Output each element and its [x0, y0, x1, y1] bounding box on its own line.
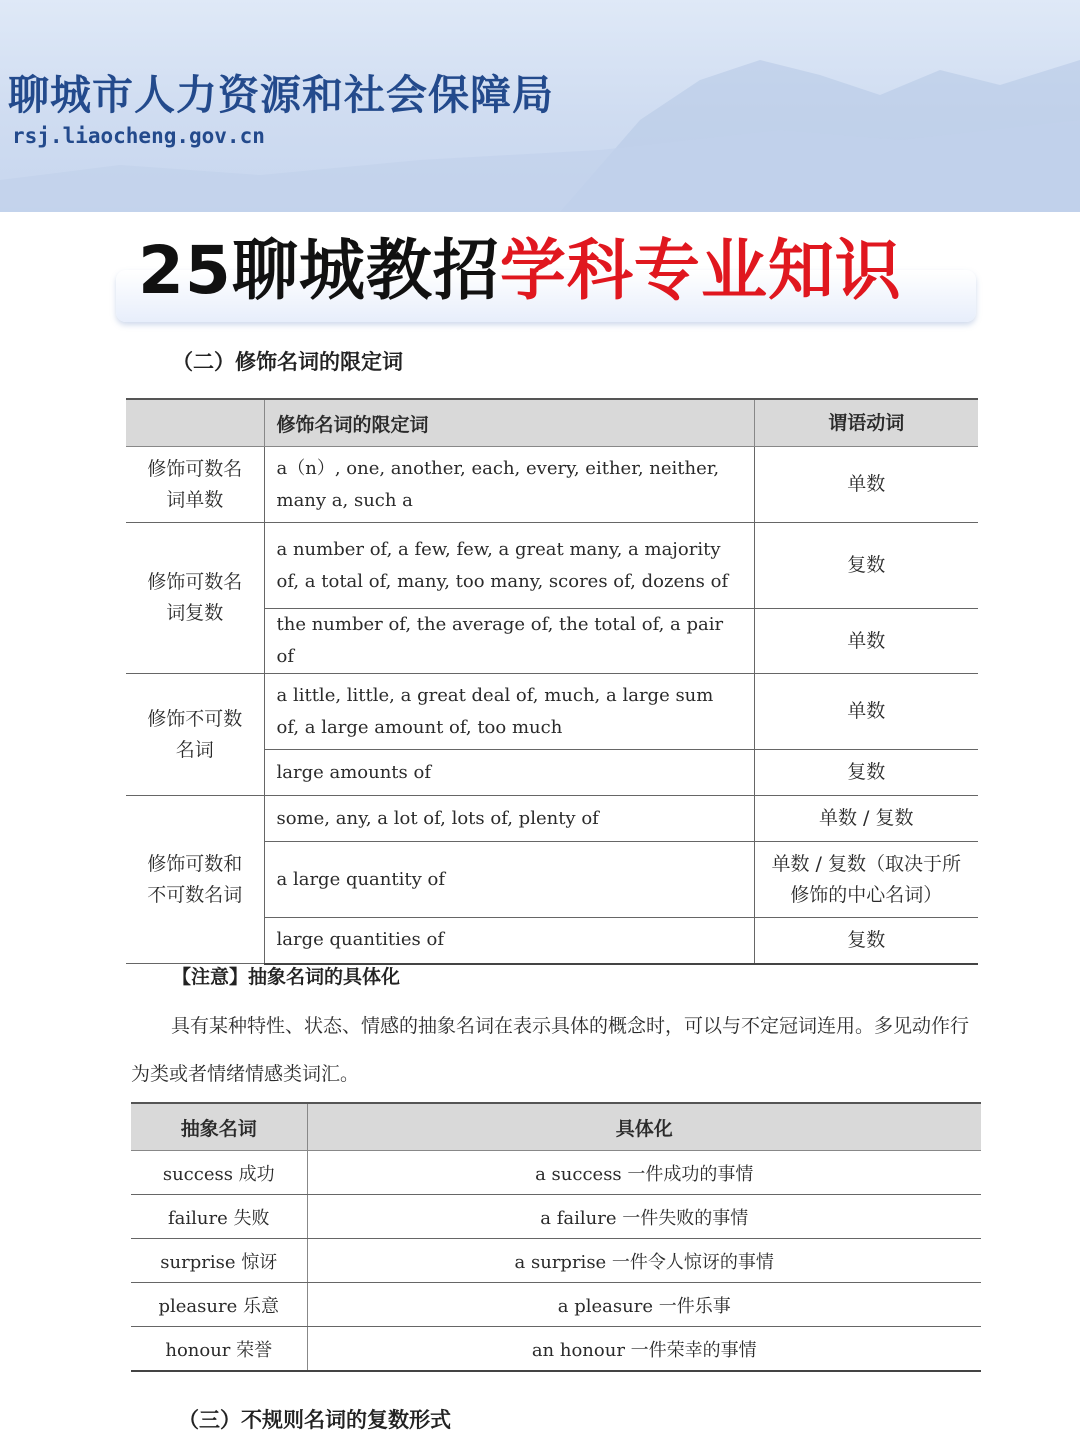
abstract-noun: failure 失败 [131, 1195, 307, 1239]
table-row [126, 796, 978, 842]
verb-number: 复数 [754, 750, 978, 796]
abstract-noun: pleasure 乐意 [131, 1283, 307, 1327]
determiner-words: a little, little, a great deal of, much, a large sum of, a large amount of, too much [264, 674, 754, 750]
verb-number: 复数 [754, 918, 978, 964]
verb-number: 单数 / 复数 [754, 796, 978, 842]
concrete-usage: a success 一件成功的事情 [307, 1151, 981, 1195]
verb-number: 单数 [754, 674, 978, 750]
concrete-usage: an honour 一件荣幸的事情 [307, 1327, 981, 1372]
determiner-table [126, 398, 978, 965]
group-label: 修饰可数和不可数名词 [126, 796, 264, 964]
header-empty [126, 399, 264, 447]
concrete-usage: a surprise 一件令人惊讶的事情 [307, 1239, 981, 1283]
determiner-words: a large quantity of [264, 842, 754, 918]
table-row [131, 1283, 981, 1327]
table-row [126, 674, 978, 750]
concrete-usage: a pleasure 一件乐事 [307, 1283, 981, 1327]
header-concrete: 具体化 [307, 1103, 981, 1151]
concrete-usage: a failure 一件失败的事情 [307, 1195, 981, 1239]
page-title-block [116, 226, 976, 322]
table-row [131, 1327, 981, 1372]
header-verb: 谓语动词 [754, 399, 978, 447]
org-name: 聊城市人力资源和社会保障局 [8, 71, 554, 119]
page-title [138, 226, 902, 316]
table-row [131, 1151, 981, 1195]
table-row [126, 447, 978, 523]
abstract-table-header [131, 1103, 981, 1151]
table-row [131, 1195, 981, 1239]
verb-number: 复数 [754, 523, 978, 609]
verb-number: 单数 [754, 447, 978, 523]
abstract-noun: honour 荣誉 [131, 1327, 307, 1372]
determiner-words: some, any, a lot of, lots of, plenty of [264, 796, 754, 842]
abstract-noun-table [131, 1102, 981, 1372]
table-row [126, 523, 978, 609]
determiner-words: a number of, a few, few, a great many, a majority of, a total of, many, too many, scores of, dozens of [264, 523, 754, 609]
determiner-words: a（n）, one, another, each, every, either, neither, many a, such a [264, 447, 754, 523]
org-url: rsj.liaocheng.gov.cn [12, 124, 265, 148]
determiner-table-header [126, 399, 978, 447]
header-determiners: 修饰名词的限定词 [264, 399, 754, 447]
title-black-part: 25聊城教招 [138, 232, 500, 309]
group-label: 修饰可数名词单数 [126, 447, 264, 523]
note-body: 具有某种特性、状态、情感的抽象名词在表示具体的概念时，可以与不定冠词连用。多见动作行为类或者情绪情感类词汇。 [131, 1015, 970, 1085]
title-red-part: 学科专业知识 [499, 232, 902, 309]
determiner-words: large amounts of [264, 750, 754, 796]
section3-heading: （三）不规则名词的复数形式 [178, 1408, 451, 1432]
group-label: 修饰不可数名词 [126, 674, 264, 796]
section2-heading: （二）修饰名词的限定词 [172, 350, 403, 374]
header-abstract-noun: 抽象名词 [131, 1103, 307, 1151]
verb-number: 单数 [754, 609, 978, 674]
abstract-noun: surprise 惊讶 [131, 1239, 307, 1283]
note-heading: 【注意】抽象名词的具体化 [172, 966, 401, 988]
determiner-words: the number of, the average of, the total of, a pair of [264, 609, 754, 674]
table-row [131, 1239, 981, 1283]
verb-number: 单数 / 复数（取决于所修饰的中心名词） [754, 842, 978, 918]
group-label: 修饰可数名词复数 [126, 523, 264, 674]
determiner-words: large quantities of [264, 918, 754, 964]
abstract-noun: success 成功 [131, 1151, 307, 1195]
header-banner [0, 0, 1080, 212]
